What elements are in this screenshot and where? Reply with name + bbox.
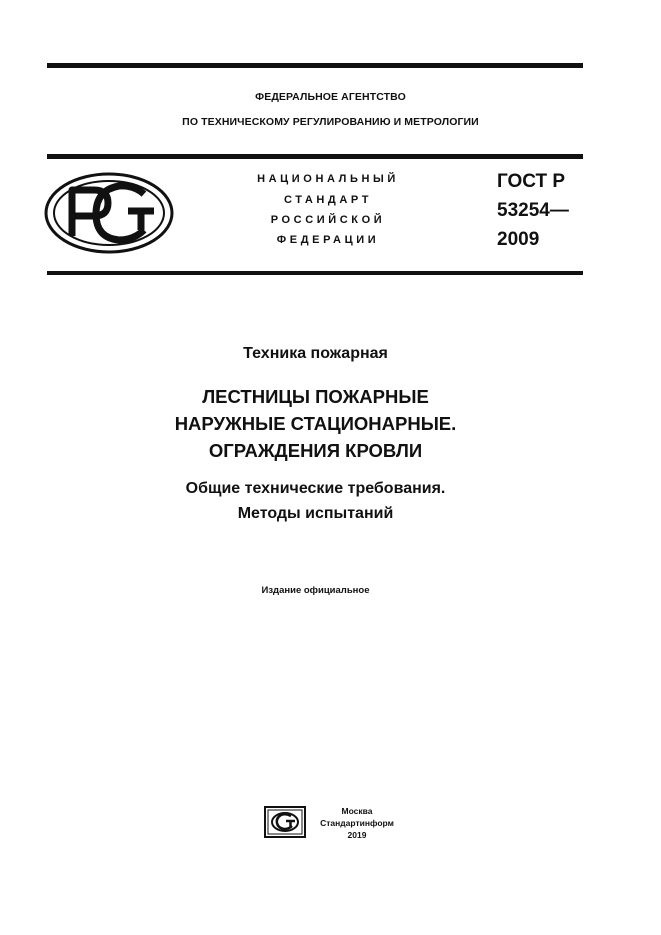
- publisher-city: Москва: [341, 806, 373, 816]
- document-subtitle-line-2: Методы испытаний: [237, 505, 394, 522]
- document-title-line-1: ЛЕСТНИЦЫ ПОЖАРНЫЕ: [202, 386, 429, 407]
- standard-type-line-4: ФЕДЕРАЦИИ: [276, 234, 380, 246]
- rst-certification-mark-icon: [44, 172, 174, 254]
- publisher-name: Стандартинформ: [320, 818, 394, 828]
- bottom-rule: [47, 271, 583, 275]
- gost-designation-line-2: 53254—: [497, 200, 569, 221]
- gost-designation-line-1: ГОСТ Р: [497, 171, 566, 192]
- document-title-line-2: НАРУЖНЫЕ СТАЦИОНАРНЫЕ.: [174, 413, 457, 434]
- standard-type-line-3: РОССИЙСКОЙ: [270, 214, 386, 226]
- middle-rule: [47, 154, 583, 159]
- agency-line-2: ПО ТЕХНИЧЕСКОМУ РЕГУЛИРОВАНИЮ И МЕТРОЛОГИИ: [182, 116, 479, 128]
- agency-line-1: ФЕДЕРАЛЬНОЕ АГЕНТСТВО: [255, 91, 406, 103]
- edition-note: Издание официальное: [261, 585, 370, 596]
- document-subtitle-line-1: Общие технические требования.: [185, 480, 446, 497]
- standartinform-logo-icon: [264, 806, 306, 838]
- publication-year: 2019: [347, 830, 367, 840]
- gost-designation-line-3: 2009: [497, 229, 540, 250]
- document-title-line-3: ОГРАЖДЕНИЯ КРОВЛИ: [208, 440, 423, 461]
- document-subject: Техника пожарная: [243, 345, 388, 362]
- standard-type-line-1: НАЦИОНАЛЬНЫЙ: [257, 173, 399, 185]
- standard-type-line-2: СТАНДАРТ: [283, 194, 373, 206]
- top-rule: [47, 63, 583, 68]
